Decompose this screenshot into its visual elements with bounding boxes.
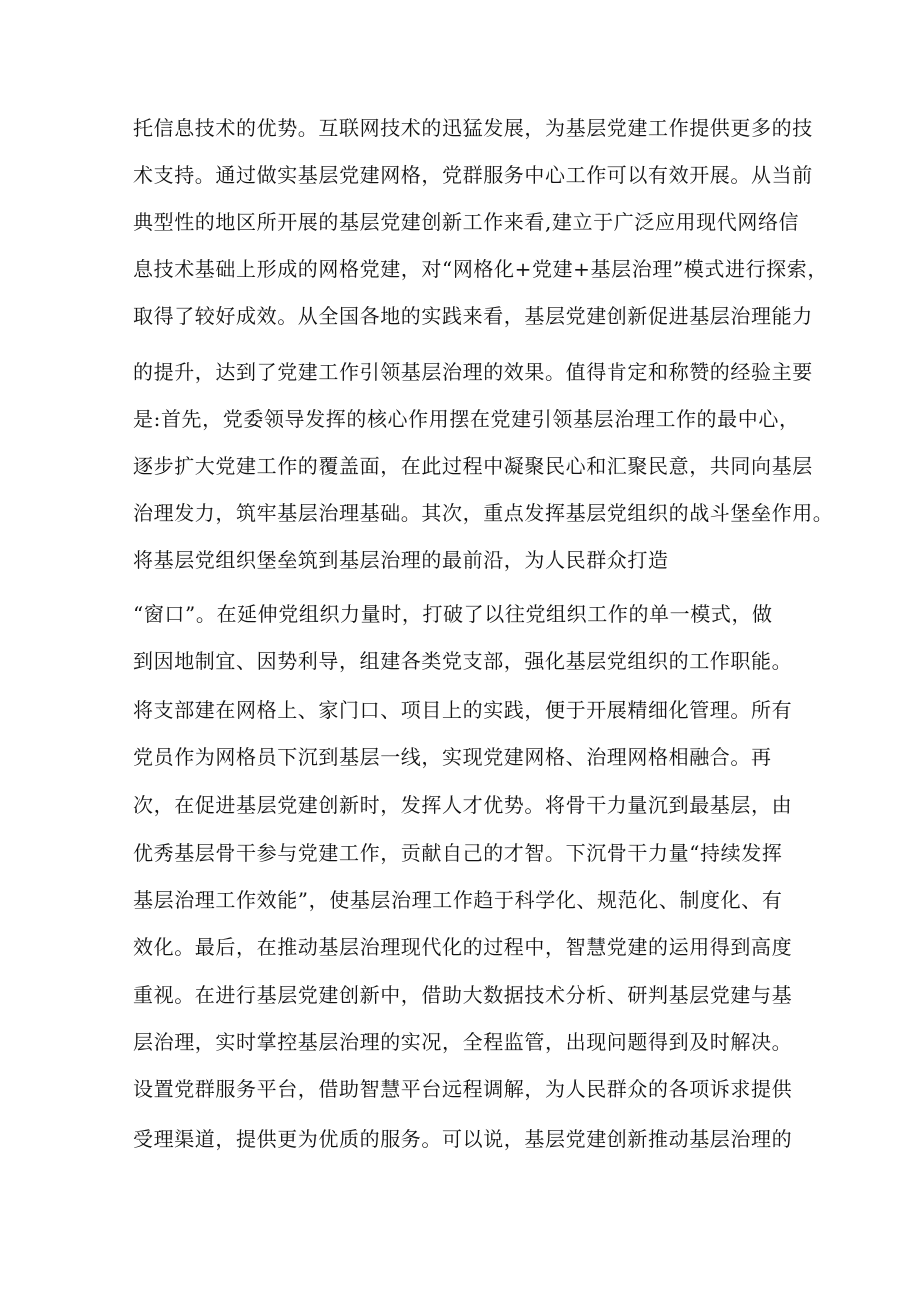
body-text-line: 设置党群服务平台，借助智慧平台远程调解，为人民群众的各项诉求提供: [133, 1077, 793, 1101]
body-text-line: 术支持。通过做实基层党建网格，党群服务中心工作可以有效开展。从当前: [133, 163, 813, 187]
body-text-line: 将基层党组织堡垒筑到基层治理的最前沿，为人民群众打造: [133, 548, 669, 572]
body-text-line: 到因地制宜、因势利导，组建各类党支部，强化基层党组织的工作职能。: [133, 649, 793, 673]
body-text-line: 是:首先，党委领导发挥的核心作用摆在党建引领基层治理工作的最中心，: [133, 407, 800, 431]
body-text-line: 逐步扩大党建工作的覆盖面，在此过程中凝聚民心和汇聚民意，共同向基层: [133, 454, 813, 478]
body-text-line: 治理发力，筑牢基层治理基础。其次，重点发挥基层党组织的战斗堡垒作用。: [133, 501, 834, 525]
body-text-line: 次，在促进基层党建创新时，发挥人才优势。将骨干力量沉到最基层，由: [133, 793, 793, 817]
body-text-line: 重视。在进行基层党建创新中，借助大数据技术分析、研判基层党建与基: [133, 983, 793, 1007]
body-text-line: 优秀基层骨干参与党建工作，贡献自己的才智。下沉骨干力量“持续发挥: [133, 841, 783, 865]
body-text-line: “窗口”。在延伸党组织力量时，打破了以往党组织工作的单一模式，做: [133, 602, 773, 626]
body-text-line: 托信息技术的优势。互联网技术的迅猛发展，为基层党建工作提供更多的技: [133, 116, 813, 140]
body-text-line: 的提升，达到了党建工作引领基层治理的效果。值得肯定和称赞的经验主要: [133, 360, 813, 384]
body-text-line: 将支部建在网格上、家门口、项目上的实践，便于开展精细化管理。所有: [133, 698, 793, 722]
body-text-line: 受理渠道，提供更为优质的服务。可以说，基层党建创新推动基层治理的: [133, 1127, 793, 1151]
body-text-line: 基层治理工作效能”，使基层治理工作趋于科学化、规范化、制度化、有: [133, 888, 783, 912]
body-text-line: 效化。最后，在推动基层治理现代化的过程中，智慧党建的运用得到高度: [133, 935, 793, 959]
body-text-line: 取得了较好成效。从全国各地的实践来看，基层党建创新促进基层治理能力: [133, 304, 813, 328]
body-text-line: 层治理，实时掌控基层治理的实况，全程监管，出现问题得到及时解决。: [133, 1030, 793, 1054]
body-text-line: 典型性的地区所开展的基层党建创新工作来看,建立于广泛应用现代网络信: [133, 210, 800, 234]
body-text-line: 党员作为网格员下沉到基层一线，实现党建网格、治理网格相融合。再: [133, 745, 772, 769]
body-text-line: 息技术基础上形成的网格党建，对“网格化+党建+基层治理”模式进行探索，: [133, 257, 828, 281]
